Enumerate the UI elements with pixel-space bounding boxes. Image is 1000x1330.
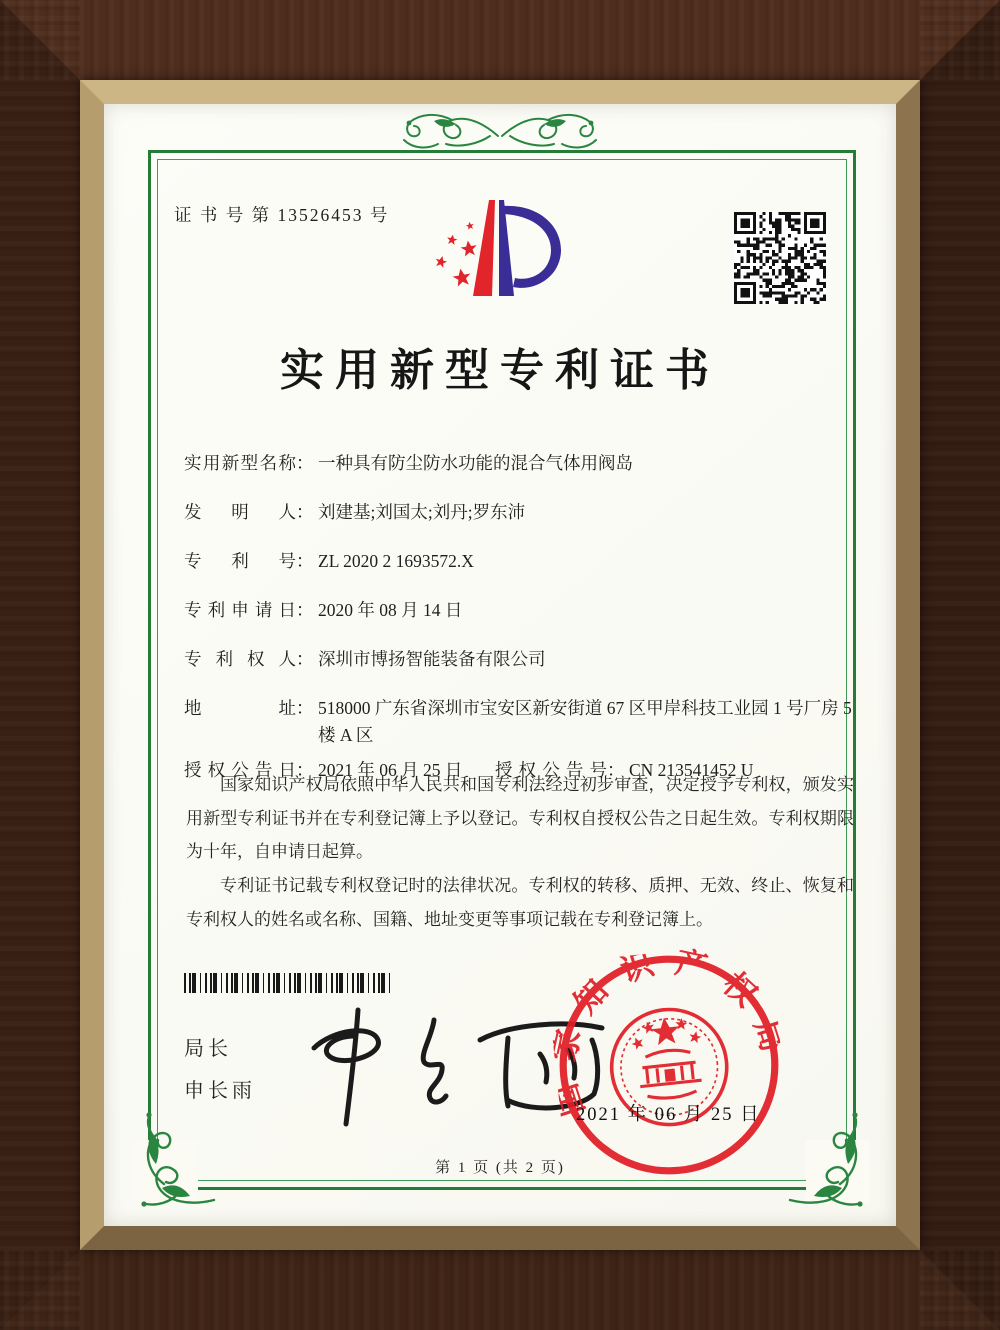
legal-text bbox=[186, 768, 854, 936]
field-patentee: 专 利 权 人 ： 深圳市博扬智能装备有限公司 bbox=[184, 646, 856, 673]
certificate-paper bbox=[104, 104, 896, 1226]
grant-date-value: 2021 年 06 月 25 日 bbox=[318, 760, 463, 780]
field-label: 专 利 申 请 日 bbox=[184, 600, 296, 620]
paragraph-2: 专利证书记载专利权登记时的法律状况。专利权的转移、质押、无效、终止、恢复和专利权人的姓名或名称、国籍、地址变更等事项记载在专利登记簿上。 bbox=[186, 875, 854, 929]
grant-no-group: 授 权 公 告 号 ： CN 213541452 U bbox=[495, 757, 753, 783]
field-value: 深圳市博扬智能装备有限公司 bbox=[318, 649, 546, 669]
grant-no-value: CN 213541452 U bbox=[629, 760, 754, 780]
svg-text:国家知识产权局: 国家知识产权局 bbox=[546, 944, 791, 1121]
certificate-content bbox=[104, 104, 896, 1226]
qr-code bbox=[734, 212, 826, 304]
field-patent-no: 专 利 号 ： ZL 2020 2 1693572.X bbox=[184, 548, 856, 575]
page-number: 第 1 页 (共 2 页) bbox=[435, 1160, 565, 1176]
commissioner-title: 局长 bbox=[184, 1038, 232, 1060]
field-address: 地 址 ： 518000 广东省深圳市宝安区新安街道 67 区甲岸科技工业园 1 号厂房 5 楼 A 区 bbox=[184, 695, 856, 749]
field-value: 518000 广东省深圳市宝安区新安街道 67 区甲岸科技工业园 1 号厂房 5 楼 A 区 bbox=[318, 698, 852, 745]
field-inventors: 发 明 人 ： 刘建基;刘国太;刘丹;罗东沛 bbox=[184, 499, 856, 526]
official-seal bbox=[545, 941, 793, 1189]
top-flourish-ornament bbox=[395, 110, 605, 162]
field-value: 刘建基;刘国太;刘丹;罗东沛 bbox=[318, 502, 526, 522]
cnipa-logo bbox=[415, 180, 585, 332]
field-list bbox=[184, 450, 856, 783]
paragraph-1: 国家知识产权局依照中华人民共和国专利法经过初步审查，决定授予专利权，颁发实用新型专利证书并在专利登记簿上予以登记。专利权自授权公告之日起生效。专利权期限为十年，自申请日起算。 bbox=[186, 775, 854, 862]
seal-date: 2021 年 06 月 25 日 bbox=[576, 1105, 761, 1125]
grant-date-label: 授 权 公 告 日 bbox=[184, 760, 296, 780]
field-label: 地 址 bbox=[184, 698, 296, 718]
field-value: 一种具有防尘防水功能的混合气体用阀岛 bbox=[318, 453, 633, 473]
field-filing-date: 专 利 申 请 日 ： 2020 年 08 月 14 日 bbox=[184, 597, 856, 624]
field-label: 专 利 权 人 bbox=[184, 649, 296, 669]
grant-row: 授 权 公 告 日 ： 2021 年 06 月 25 日 授 权 公 告 号 ： CN 213541452 U bbox=[184, 757, 856, 783]
grant-no-label: 授 权 公 告 号 bbox=[495, 760, 607, 780]
field-name: 实 用 新 型 名 称 ： 一种具有防尘防水功能的混合气体用阀岛 bbox=[184, 450, 856, 477]
field-value: 2020 年 08 月 14 日 bbox=[318, 600, 463, 620]
field-value: ZL 2020 2 1693572.X bbox=[318, 551, 474, 571]
barcode bbox=[184, 973, 394, 993]
certificate-title: 实用新型专利证书 bbox=[280, 346, 720, 395]
field-label: 专 利 号 bbox=[184, 551, 296, 571]
certificate-number: 证 书 号 第 13526453 号 bbox=[174, 205, 390, 225]
field-label: 实 用 新 型 名 称 bbox=[184, 453, 296, 473]
field-label: 发 明 人 bbox=[184, 502, 296, 522]
commissioner-name: 申长雨 bbox=[184, 1080, 256, 1102]
